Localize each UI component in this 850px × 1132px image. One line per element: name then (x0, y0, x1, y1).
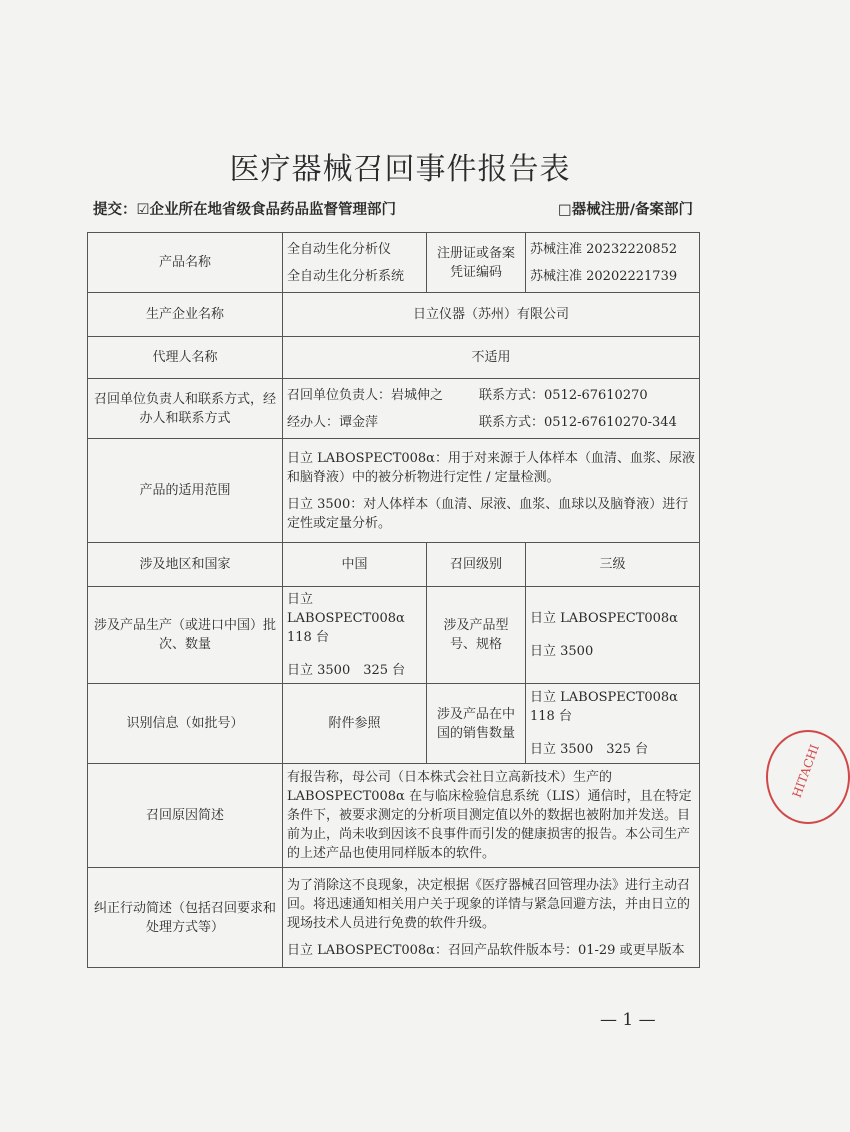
model-line-2: 日立 3500 (530, 644, 594, 659)
product-name-1: 全自动生化分析仪 (287, 241, 392, 257)
sales-line-1: 日立 LABOSPECT008α (530, 690, 678, 705)
handler-phone: 联系方式：0512-67610270-344 (479, 414, 677, 430)
recall-head-phone: 联系方式：0512-67610270 (479, 387, 648, 403)
row-action (88, 868, 700, 968)
product-names (283, 233, 427, 293)
label-model: 涉及产品型号、规格 (427, 587, 526, 684)
model-values (526, 587, 700, 684)
recall-level-value: 三级 (526, 543, 700, 587)
scope-paragraph-2: 日立 3500：对人体样本（血清、尿液、血浆、血球以及脑脊液）进行定性或定量分析。 (287, 496, 689, 531)
action-paragraph-1: 为了消除这不良现象，决定根据《医疗器械召回管理办法》进行主动召回。将迅速通知相关用户关于现象的详情与紧急回避方法，并由日立的现场技术人员进行免费的软件升级。 (287, 877, 691, 931)
sales-line-2: 118 台 (530, 709, 572, 724)
document-title: 医疗器械召回事件报告表 (229, 152, 571, 187)
batch-line-1: 日立 LABOSPECT008α (287, 592, 405, 626)
row-identification (88, 684, 700, 764)
scope-values (283, 439, 700, 543)
company-seal (766, 730, 850, 824)
label-manufacturer: 生产企业名称 (88, 293, 283, 337)
row-reason (88, 764, 700, 868)
label-identification: 识别信息（如批号） (88, 684, 283, 764)
registration-code-2: 苏械注准 20202221739 (530, 268, 678, 284)
row-contact (88, 379, 700, 439)
product-name-2: 全自动生化分析系统 (287, 268, 405, 284)
label-reason: 召回原因简述 (88, 764, 283, 868)
submit-provincial-option[interactable]: 提交：☑企业所在地省级食品药品监督管理部门 (93, 202, 396, 218)
recall-report-table (87, 232, 700, 968)
handler: 经办人：谭金萍 (287, 414, 379, 430)
batch-values (283, 587, 427, 684)
row-manufacturer (88, 293, 700, 337)
manufacturer-value: 日立仪器（苏州）有限公司 (283, 293, 700, 337)
model-line-1: 日立 LABOSPECT008α (530, 611, 678, 626)
label-product-name: 产品名称 (88, 233, 283, 293)
region-value: 中国 (283, 543, 427, 587)
recall-head: 召回单位负责人：岩城伸之 (287, 387, 444, 403)
reason-text: 有报告称，母公司（日本株式会社日立高新技术）生产的LABOSPECT008α 在与临床检验信息系统（LIS）通信时，且在特定条件下，被要求测定的分析项目测定值以外的数据也被附加并发送。目前为止，尚未收到因该不良事件而引发的健康损害的报告。本公司生产的上述产品也使用同样版本的软件。 (283, 764, 700, 868)
submit-registration-option[interactable]: □器械注册/备案部门 (558, 202, 693, 218)
action-paragraph-2: 日立 LABOSPECT008α：召回产品软件版本号：01-29 或更早版本 (287, 942, 685, 958)
row-batch (88, 587, 700, 684)
row-scope (88, 439, 700, 543)
sales-line-3: 日立 3500 325 台 (530, 742, 649, 757)
batch-line-2: 118 台 (287, 630, 329, 645)
label-scope: 产品的适用范围 (88, 439, 283, 543)
registration-codes (526, 233, 700, 293)
identification-value: 附件参照 (283, 684, 427, 764)
row-agent (88, 337, 700, 379)
label-region: 涉及地区和国家 (88, 543, 283, 587)
scope-paragraph-1: 日立 LABOSPECT008α：用于对来源于人体样本（血清、血浆、尿液和脑脊液）中的被分析物进行定性 / 定量检测。 (287, 450, 695, 485)
registration-code-1: 苏械注准 20232220852 (530, 241, 678, 257)
seal-text: HITACHI (789, 742, 822, 800)
contact-values (283, 379, 700, 439)
label-contact: 召回单位负责人和联系方式，经办人和联系方式 (88, 379, 283, 439)
agent-value: 不适用 (283, 337, 700, 379)
sales-values (526, 684, 700, 764)
label-agent: 代理人名称 (88, 337, 283, 379)
label-action: 纠正行动简述（包括召回要求和处理方式等） (88, 868, 283, 968)
label-sales: 涉及产品在中国的销售数量 (427, 684, 526, 764)
label-recall-level: 召回级别 (427, 543, 526, 587)
submit-row (93, 198, 693, 219)
label-registration-code: 注册证或备案凭证编码 (427, 233, 526, 293)
batch-line-3: 日立 3500 325 台 (287, 663, 406, 678)
label-batch: 涉及产品生产（或进口中国）批次、数量 (88, 587, 283, 684)
row-region (88, 543, 700, 587)
page-number: — 1 — (600, 1010, 656, 1030)
row-product-name (88, 233, 700, 293)
action-values (283, 868, 700, 968)
